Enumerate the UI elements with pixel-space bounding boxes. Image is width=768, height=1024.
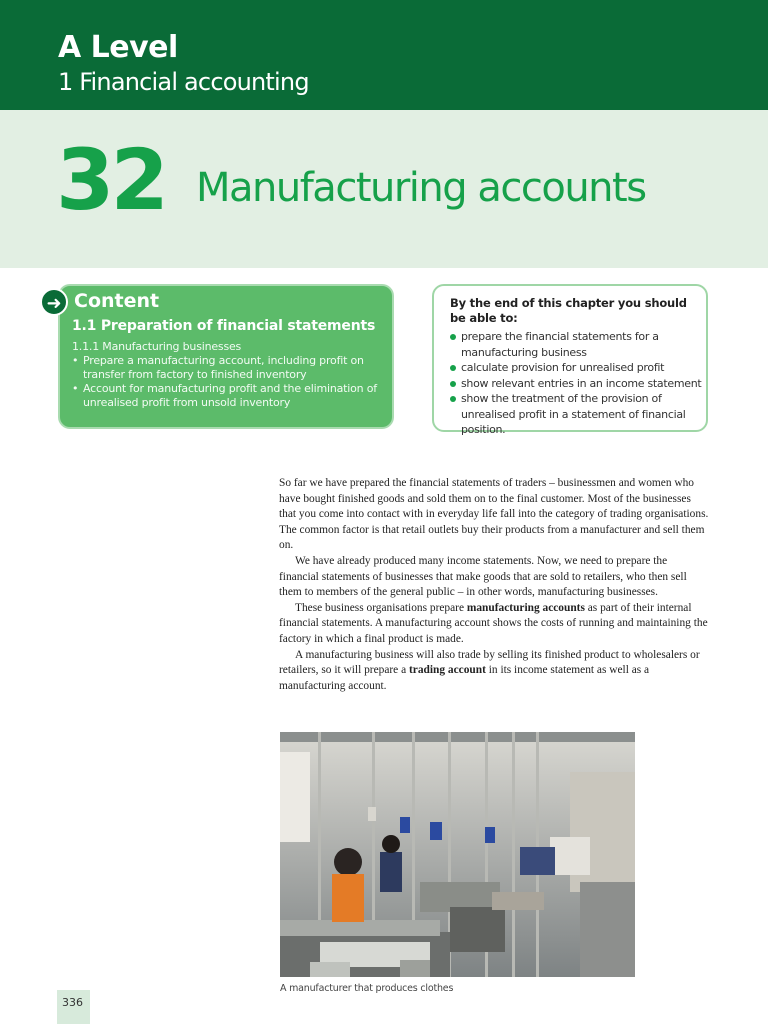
objective-item: [450, 376, 702, 392]
content-list: [72, 340, 388, 410]
objective-item: [450, 360, 702, 376]
objectives-list: [450, 329, 702, 438]
objective-text: show relevant entries in an income statement: [461, 376, 702, 390]
objective-text: calculate provision for unrealised profit: [461, 361, 665, 374]
photo-caption: A manufacturer that produces clothes: [280, 983, 454, 994]
bullet-dot-icon: [450, 365, 456, 371]
objective-text: show the treatment of the provision of unrealised profit in a statement of financial position.: [461, 392, 686, 436]
objective-text: prepare the financial statements for a manufacturing business: [461, 330, 659, 359]
section-title: 1 Financial accounting: [58, 68, 309, 96]
factory-photo: [280, 732, 635, 977]
objective-item: [450, 329, 702, 360]
body-text: [279, 476, 709, 694]
key-term: trading account: [409, 664, 486, 677]
key-term: manufacturing accounts: [466, 601, 585, 614]
paragraph: We have already produced many income statements. Now, we need to prepare the financial statements of businesses that make goods that are sold to retailers, who then sell them to members of the general public – in other words, manufacturing businesses.: [279, 554, 687, 599]
bullet-dot-icon: [450, 396, 456, 402]
paragraph: So far we have prepared the financial statements of traders – businessmen and women who have bought finished goods and sold them on to the final customer. Most of the businesses that you come into contact with in everyday life fall into the category of trading organisations. The common factor is that retail outlets buy their products from a manufacturer and sell them on.: [279, 477, 709, 552]
level-title: A Level: [58, 30, 178, 65]
content-item: • Prepare a manufacturing account, including profit on transfer from factory to finished inventory: [72, 354, 388, 382]
paragraph-text: in its income statement as well as a manufacturing account.: [279, 664, 650, 692]
arrow-right-icon: ➜: [40, 288, 68, 316]
content-item: 1.1.1 Manufacturing businesses: [72, 340, 242, 353]
content-heading: Content: [74, 290, 160, 312]
paragraph-text: These business organisations prepare: [295, 601, 467, 614]
paragraph: [279, 648, 709, 695]
bullet-dot-icon: [450, 381, 456, 387]
bullet-dot-icon: [450, 334, 456, 340]
factory-photo-illustration: [280, 732, 635, 977]
paragraph-text: as part of their internal financial statements. A manufacturing account shows the costs of running and maintaining the factory in which a final product is made.: [279, 601, 708, 645]
content-subheading: 1.1 Preparation of financial statements: [72, 318, 376, 334]
paragraph: [279, 601, 709, 648]
objectives-heading: By the end of this chapter you should be able to:: [450, 296, 687, 325]
objective-item: [450, 391, 702, 438]
content-item: • Account for manufacturing profit and the elimination of unrealised profit from unsold inventory: [72, 382, 388, 410]
paragraph-text: A manufacturing business will also trade by selling its finished product to wholesalers or retailers, so it will prepare a: [279, 648, 700, 677]
chapter-title: Manufacturing accounts: [196, 165, 646, 211]
page-number: 336: [62, 996, 83, 1009]
chapter-number: 32: [56, 131, 165, 229]
